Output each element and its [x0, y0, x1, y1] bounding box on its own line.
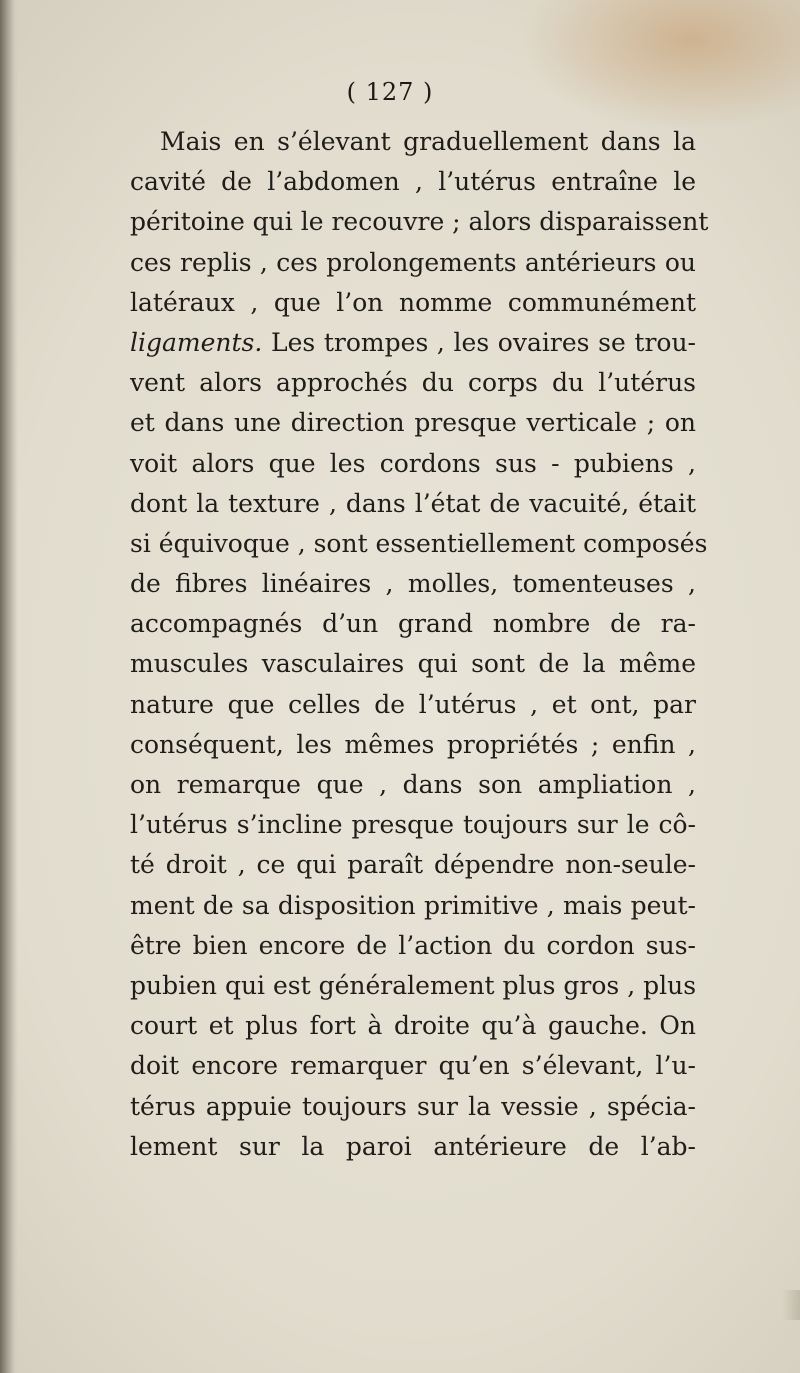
text-line: de fibres linéaires , molles, tomenteuses ,	[130, 569, 696, 599]
text-line-rest: Les trompes , les ovaires se trou-	[271, 327, 696, 357]
text-line: on remarque que , dans son ampliation ,	[130, 770, 696, 799]
text-line: court et plus fort à droite qu’à gauche. On	[130, 1011, 696, 1041]
text-line: ces replis , ces prolongements antérieurs ou	[130, 247, 696, 277]
text-line: vent alors approchés du corps du l’utérus	[130, 368, 696, 398]
text-line: péritoine qui le recouvre ; alors disparaissent	[130, 207, 709, 237]
text-line: et dans une direction presque verticale ; on	[130, 408, 696, 438]
text-line: latéraux , que l’on nomme communément	[130, 287, 696, 317]
page-number: ( 127 )	[346, 78, 434, 106]
text-line: té droit , ce qui paraît dépendre non-seule-	[130, 850, 696, 880]
text-line: dont la texture , dans l’état de vacuité, était	[130, 488, 696, 518]
binding-edge	[0, 0, 18, 1373]
text-line: pubien qui est généralement plus gros , plus	[130, 970, 697, 1000]
text-line: cavité de l’abdomen , l’utérus entraîne le	[130, 167, 696, 197]
text-line: lement sur la paroi antérieure de l’ab-	[130, 1131, 696, 1161]
text-line: être bien encore de l’action du cordon sus-	[130, 930, 696, 960]
text-line: Mais en s’élevant graduellement dans la	[160, 127, 696, 156]
text-line: muscules vasculaires qui sont de la même	[130, 649, 696, 679]
text-line: l’utérus s’incline presque toujours sur le cô-	[130, 810, 696, 840]
text-line: doit encore remarquer qu’en s’élevant, l’u-	[130, 1051, 696, 1081]
text-line: voit alors que les cordons sus - pubiens ,	[130, 448, 696, 478]
text-line: nature que celles de l’utérus , et ont, par	[130, 689, 696, 719]
text-line: accompagnés d’un grand nombre de ra-	[130, 609, 696, 639]
body-text	[130, 122, 709, 1167]
text-line-with-italic	[130, 323, 696, 363]
text-line: térus appuie toujours sur la vessie , spécia-	[130, 1091, 696, 1121]
text-line: si équivoque , sont essentiellement composés	[130, 528, 708, 558]
page-edge-shadow	[782, 1290, 800, 1320]
text-line: ment de sa disposition primitive , mais peut-	[130, 890, 696, 920]
italic-term: ligaments.	[130, 327, 263, 357]
text-line: conséquent, les mêmes propriétés ; enfin ,	[130, 729, 696, 759]
